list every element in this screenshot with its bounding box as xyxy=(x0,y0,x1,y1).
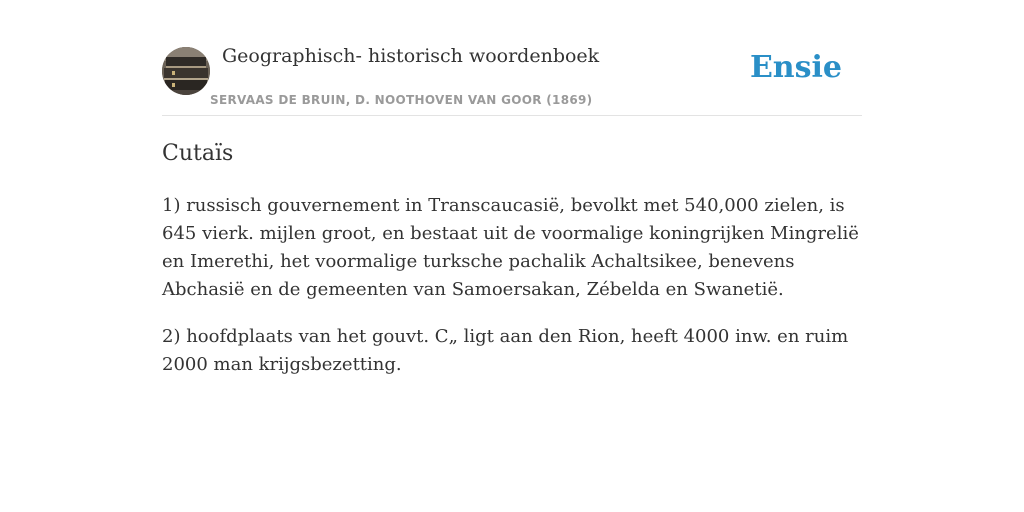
page-container xyxy=(162,0,862,375)
book-title-link[interactable]: Geographisch- historisch woordenboek xyxy=(222,45,600,67)
ensie-logo-link[interactable]: Ensie xyxy=(749,50,842,85)
book-header xyxy=(162,0,862,116)
definition-paragraph-1: 1) russisch gouvernement in Transcaucasië, bevolkt met 540,000 zielen, is 645 vierk. mijlen groot, en bestaat uit de voormalige koningrijken Mingrelië en Imerethi, het voormalige turksche pachalik Achaltsikee, benevens Abchasië en de gemeenten van Samoersakan, Zébelda en Swanetië. xyxy=(162,195,859,300)
definition-paragraph-2: 2) hoofdplaats van het gouvt. C„ ligt aan den Rion, heeft 4000 inw. en ruim 2000 man krijgsbezetting. xyxy=(162,326,849,375)
entry-title: Cutaïs xyxy=(162,141,234,166)
book-cover-icon[interactable] xyxy=(162,47,210,95)
book-author: SERVAAS DE BRUIN, D. NOOTHOVEN VAN GOOR (1869) xyxy=(210,93,593,107)
